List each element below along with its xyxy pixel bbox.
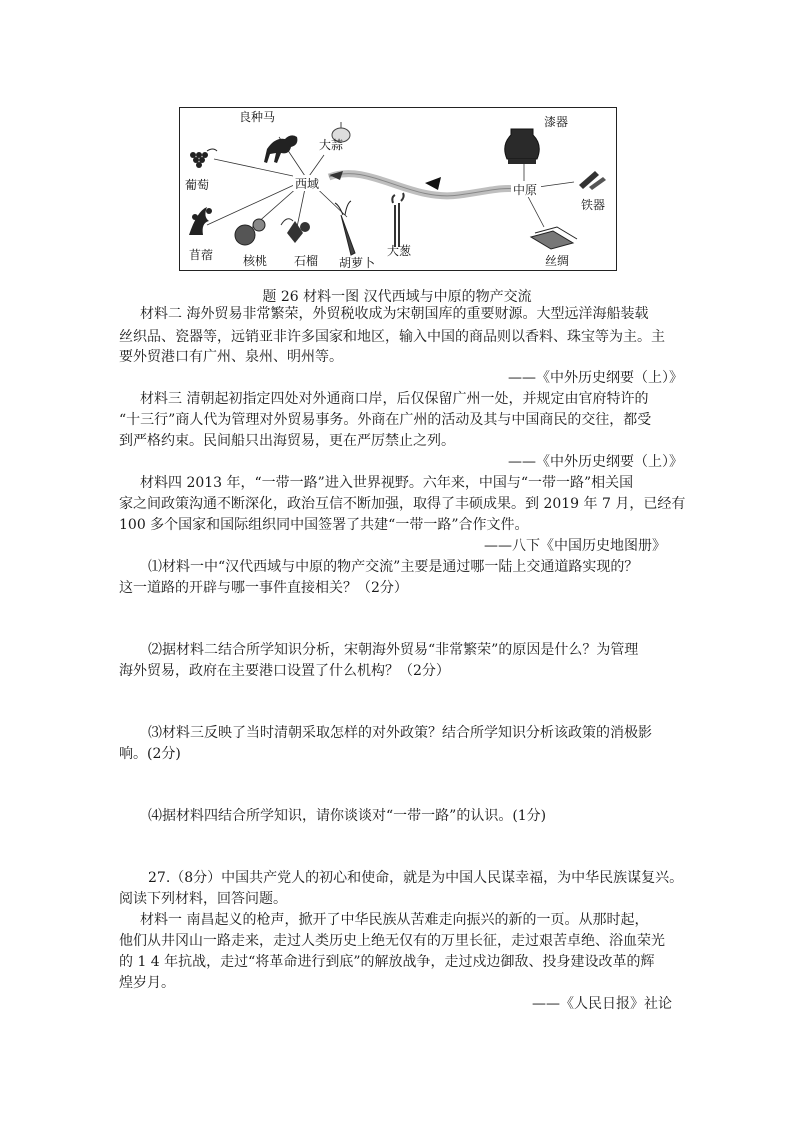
material2-line-2: 丝织品、瓷器等，远销亚非许多国家和地区，输入中国的商品则以香料、珠宝等为主。主 [119, 329, 665, 345]
question-1-line-2: 这一道路的开辟与哪一事件直接相关？（2分） [119, 580, 408, 596]
label-walnut: 核桃 [243, 254, 268, 268]
material4-line-1: 材料四 2013 年，“一带一路”进入世界视野。六年来，中国与“一带一路”相关国 [140, 475, 634, 491]
material3-line-3: 到严格约束。民间船只出海贸易，更在严厉禁止之列。 [119, 433, 455, 449]
label-pomegranate: 石榴 [294, 254, 319, 268]
material3-line-2: “十三行”商人代为管理对外贸易事务。外商在广州的活动及其与中国商民的交往，都受 [119, 412, 652, 428]
q27-source: ——《人民日报》社论 [532, 996, 672, 1012]
label-grape: 葡萄 [185, 178, 210, 192]
material2-line-1: 材料二 海外贸易非常繁荣，外贸税收成为宋朝国库的重要财源。大型远洋海船装载 [140, 306, 649, 322]
material4-line-2: 家之间政策沟通不断深化，政治互信不断加强，取得了丰硕成果。到 2019 年 7 月，已经有 [119, 496, 686, 512]
q27-line-3: 材料一 南昌起义的枪声，掀开了中华民族从苦难走向振兴的新的一页。从那时起， [140, 912, 649, 928]
label-silk: 丝绸 [545, 254, 570, 268]
material3-source: ——《中外历史纲要（上）》 [508, 454, 683, 470]
question-4-line-1: ⑷据材料四结合所学知识，请你谈谈对“一带一路”的认识。(1分) [148, 808, 547, 824]
q27-line-1: 27.（8分）中国共产党人的初心和使命，就是为中国人民谋幸福，为中华民族谋复兴。 [148, 870, 684, 886]
question-2-line-2: 海外贸易，政府在主要港口设置了什么机构？（2分） [119, 663, 450, 679]
question-3-line-2: 响。(2分) [119, 746, 181, 762]
material2-source: ——《中外历史纲要（上）》 [508, 370, 683, 386]
label-horse: 良种马 [239, 110, 276, 124]
label-alfalfa: 苜蓿 [189, 248, 214, 262]
question-3-line-1: ⑶材料三反映了当时清朝采取怎样的对外政策？结合所学知识分析该政策的消极影 [148, 725, 652, 741]
material4-line-3: 100 多个国家和国际组织同中国签署了共建“一带一路”合作文件。 [119, 517, 529, 533]
label-scallion: 大葱 [387, 244, 412, 258]
q27-line-2: 阅读下列材料，回答问题。 [119, 891, 287, 907]
material2-line-3: 要外贸港口有广州、泉州、明州等。 [119, 349, 343, 365]
label-garlic: 大蒜 [319, 138, 344, 152]
q27-line-6: 煌岁月。 [119, 975, 175, 991]
hub-zhongyuan: 中原 [513, 183, 538, 197]
hub-xiyu: 西域 [295, 177, 320, 191]
exchange-diagram [179, 107, 617, 271]
question-1-line-1: ⑴材料一中“汉代西域与中原的物产交流”主要是通过哪一陆上交通道路实现的？ [148, 559, 639, 575]
label-carrot: 胡萝卜 [339, 256, 376, 270]
q27-line-4: 他们从井冈山一路走来，走过人类历史上绝无仅有的万里长征，走过艰苦卓绝、浴血荣光 [119, 933, 665, 949]
figure-caption: 题 26 材料一图 汉代西域与中原的物产交流 [262, 289, 532, 305]
label-lacquer: 漆器 [544, 115, 569, 129]
label-iron: 铁器 [581, 198, 606, 212]
q27-line-5: 的 1 4 年抗战，走过“将革命进行到底”的解放战争，走过戍边御敌、投身建设改革的辉 [119, 954, 655, 970]
material4-source: ——八下《中国历史地图册》 [484, 538, 666, 554]
question-2-line-1: ⑵据材料二结合所学知识分析，宋朝海外贸易“非常繁荣”的原因是什么？为管理 [148, 642, 639, 658]
material3-line-1: 材料三 清朝起初指定四处对外通商口岸，后仅保留广州一处，并规定由官府特许的 [140, 391, 649, 407]
